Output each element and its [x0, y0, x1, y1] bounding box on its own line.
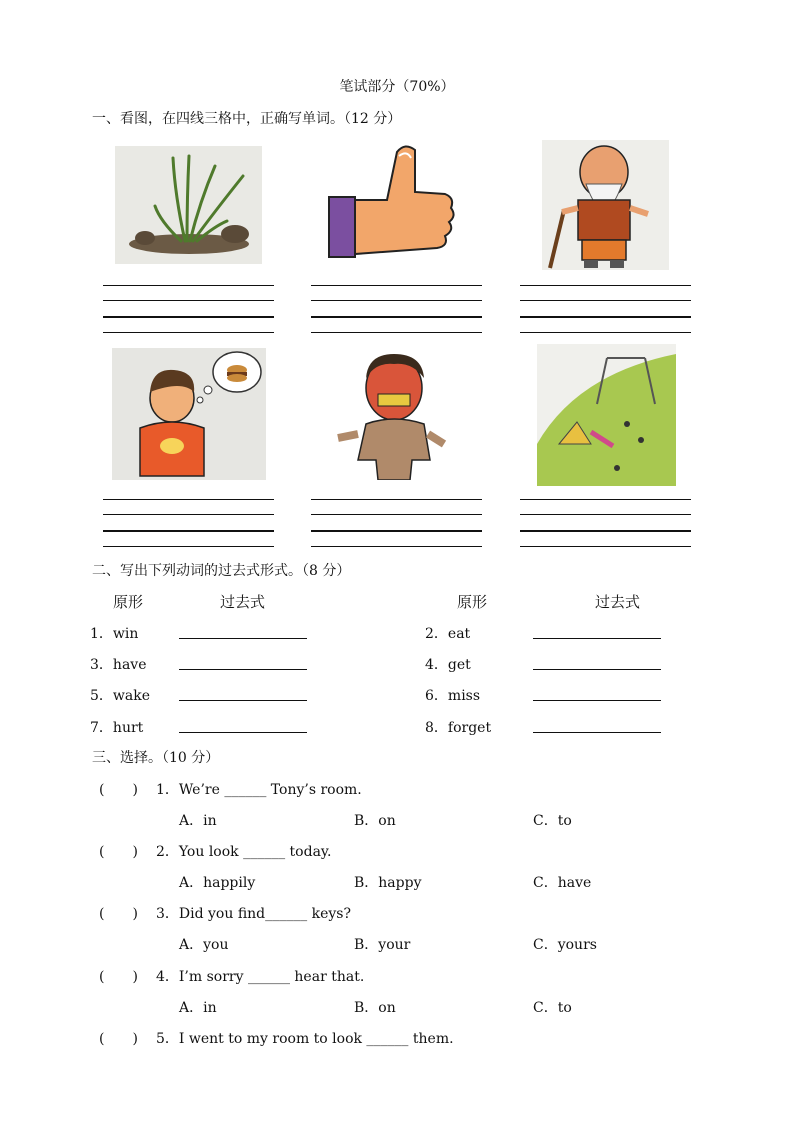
verb-4	[425, 654, 471, 674]
section-3-heading: 三、选择。（10 分）	[92, 750, 220, 766]
item-number: 4．	[425, 657, 448, 673]
item-number: 3．	[90, 657, 113, 673]
writing-lines-6[interactable]	[520, 499, 691, 549]
answer-paren-4[interactable]: ( )	[99, 969, 138, 985]
verb-word: win	[112, 626, 139, 642]
item-number: 7．	[90, 720, 113, 736]
verb-word: miss	[447, 688, 481, 704]
verb-word: get	[447, 657, 471, 673]
item-number: 5．	[90, 688, 113, 704]
question-4-stem: 4．I’m sorry ______ hear that.	[156, 969, 365, 985]
hungry-boy-picture	[112, 348, 266, 480]
writing-lines-3[interactable]	[520, 285, 691, 335]
q3-option-c: C．yours	[533, 937, 597, 953]
verb-word: hurt	[112, 720, 144, 736]
col-header-past: 过去式	[220, 593, 266, 611]
answer-blank-3[interactable]	[179, 669, 307, 670]
writing-lines-1[interactable]	[103, 285, 274, 335]
q3-option-b: B．your	[354, 937, 411, 953]
answer-paren-5[interactable]: ( )	[99, 1031, 138, 1047]
q1-option-a: A．in	[179, 813, 217, 829]
answer-blank-7[interactable]	[179, 732, 307, 733]
answer-blank-4[interactable]	[533, 669, 661, 670]
q4-option-a: A．in	[179, 1000, 217, 1016]
col-header-base-2: 原形	[457, 593, 488, 611]
answer-paren-1[interactable]: ( )	[99, 782, 138, 798]
verb-2	[425, 623, 470, 643]
answer-paren-3[interactable]: ( )	[99, 906, 138, 922]
answer-paren-2[interactable]: ( )	[99, 844, 138, 860]
verb-1	[90, 623, 138, 643]
answer-blank-5[interactable]	[179, 700, 307, 701]
verb-5	[90, 685, 150, 705]
verb-word: forget	[447, 720, 492, 736]
verb-6	[425, 685, 480, 705]
verb-7	[90, 717, 143, 737]
old-man-picture	[542, 140, 669, 270]
writing-lines-2[interactable]	[311, 285, 482, 335]
answer-blank-2[interactable]	[533, 638, 661, 639]
col-header-base: 原形	[113, 593, 144, 611]
item-number: 1．	[90, 626, 113, 642]
section-2-heading: 二、写出下列动词的过去式形式。（8 分）	[92, 563, 351, 579]
question-2-stem: 2．You look ______ today.	[156, 844, 332, 860]
col-header-past-2: 过去式	[595, 593, 641, 611]
question-5-stem: 5．I went to my room to look ______ them.	[156, 1031, 454, 1047]
grass-picture	[115, 146, 262, 264]
q2-option-c: C．have	[533, 875, 592, 891]
writing-lines-4[interactable]	[103, 499, 274, 549]
q1-option-c: C．to	[533, 813, 572, 829]
thumbs-up-picture	[327, 142, 455, 264]
question-1-stem: 1．We’re ______ Tony’s room.	[156, 782, 362, 798]
q4-option-c: C．to	[533, 1000, 572, 1016]
item-number: 2．	[425, 626, 448, 642]
item-number: 8．	[425, 720, 448, 736]
q3-option-a: A．you	[179, 937, 229, 953]
verb-word: wake	[112, 688, 151, 704]
q2-option-a: A．happily	[179, 875, 256, 891]
verb-8	[425, 717, 491, 737]
verb-word: eat	[447, 626, 471, 642]
section-1-heading: 一、看图，在四线三格中，正确写单词。（12 分）	[92, 111, 402, 127]
writing-lines-5[interactable]	[311, 499, 482, 549]
q4-option-b: B．on	[354, 1000, 396, 1016]
item-number: 6．	[425, 688, 448, 704]
answer-blank-1[interactable]	[179, 638, 307, 639]
page-title: 笔试部分（70%）	[339, 79, 455, 95]
playground-picture	[537, 344, 676, 486]
verb-word: have	[112, 657, 147, 673]
q1-option-b: B．on	[354, 813, 396, 829]
verb-3	[90, 654, 146, 674]
answer-blank-8[interactable]	[533, 732, 661, 733]
q2-option-b: B．happy	[354, 875, 422, 891]
question-3-stem: 3．Did you find______ keys?	[156, 906, 351, 922]
angry-man-picture	[332, 348, 460, 480]
answer-blank-6[interactable]	[533, 700, 661, 701]
